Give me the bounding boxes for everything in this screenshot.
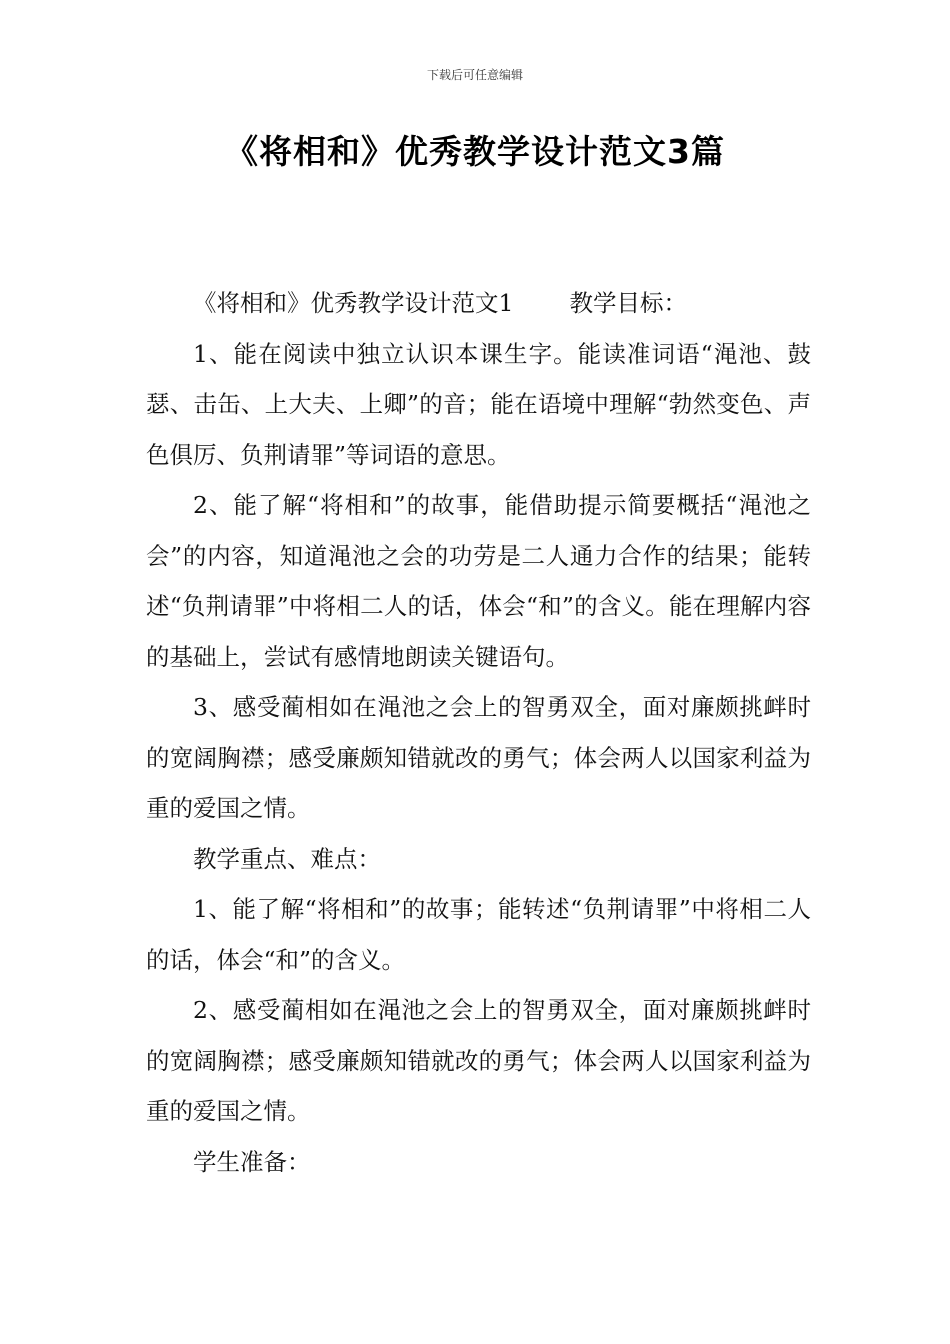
paragraph-objective-3: 3、感受蔺相如在渑池之会上的智勇双全，面对廉颇挑衅时的宽阔胸襟；感受廉颇知错就改的勇气；体会两人以国家利益为重的爱国之情。 [146,693,811,822]
objectives-label: 教学目标： [569,289,687,317]
paragraph-key-point-2: 2、感受蔺相如在渑池之会上的智勇双全，面对廉颇挑衅时的宽阔胸襟；感受廉颇知错就改的勇气；体会两人以国家利益为重的爱国之情。 [146,996,811,1125]
heading-key-points: 教学重点、难点： [193,844,381,873]
section-title: 《将相和》优秀教学设计范文1 [193,289,514,317]
paragraph-key-point-1: 1、能了解“将相和”的故事；能转述“负荆请罪”中将相二人的话，体会“和”的含义。 [146,895,811,974]
paragraph-objective-1: 1、能在阅读中独立认识本课生字。能读准词语“渑池、鼓瑟、击缶、上大夫、上卿”的音；能在语境中理解“勃然变色、声色俱厉、负荆请罪”等词语的意思。 [146,339,811,469]
heading-student-prep: 学生准备： [193,1147,311,1176]
header-note: 下载后可任意编辑 [426,68,523,82]
document-body [146,278,811,1187]
paragraph-objective-2: 2、能了解“将相和”的故事，能借助提示简要概括“渑池之会”的内容，知道渑池之会的功劳是二人通力合作的结果；能转述“负荆请罪”中将相二人的话，体会“和”的含义。能在理解内容的基础上，尝试有感情地朗读关键语句。 [146,491,811,671]
document-title: 《将相和》优秀教学设计范文3篇 [225,132,725,171]
section-heading-line [146,278,811,329]
